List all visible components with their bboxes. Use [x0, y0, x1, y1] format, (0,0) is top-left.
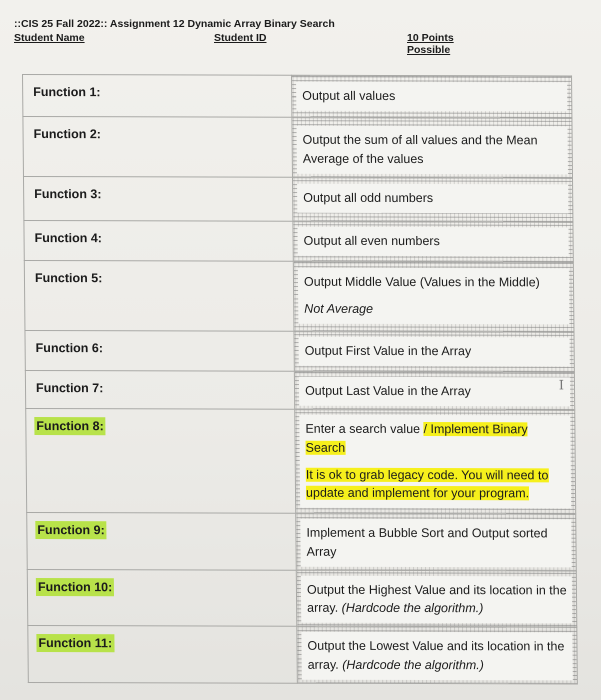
function-label-cell: [24, 261, 294, 332]
table-row: [27, 512, 577, 570]
function-label: Function 10:: [36, 578, 114, 596]
function-label: Function 6:: [35, 341, 104, 356]
function-desc: Output all odd numbers: [303, 190, 434, 206]
table-row: [24, 261, 574, 332]
function-label: Function 11:: [36, 634, 114, 652]
function-note: Not Average: [304, 301, 374, 316]
student-id-label: Student ID: [214, 32, 267, 44]
function-desc-part: Output the Lowest Value and its location in the array.: [307, 638, 565, 672]
function-desc: Output First Value in the Array: [304, 343, 472, 359]
function-desc: Output Middle Value (Values in the Middle): [303, 274, 540, 290]
function-desc: Output Last Value in the Array: [304, 383, 471, 399]
student-name-label: Student Name: [14, 32, 85, 44]
function-desc-cell: [297, 626, 578, 683]
function-note-highlight: It is ok to grab legacy code. You will need to update and implement for your program.: [305, 467, 549, 501]
function-desc: [307, 580, 567, 618]
function-label-cell: [23, 75, 292, 118]
function-desc: [307, 637, 567, 675]
function-label: Function 5:: [34, 271, 103, 286]
function-label-cell: [24, 221, 293, 262]
table-row: [25, 371, 574, 410]
function-desc: Implement a Bubble Sort and Output sorted Array: [306, 525, 548, 559]
function-label: Function 8:: [34, 417, 106, 435]
function-desc-cell: [296, 570, 577, 627]
function-desc-cell: [295, 409, 576, 514]
table-row: [23, 75, 572, 118]
function-desc-cell: [294, 371, 574, 410]
table-row: [23, 177, 572, 222]
function-label-cell: [28, 625, 298, 682]
function-desc-cell: [296, 513, 577, 570]
function-note: [306, 465, 566, 503]
function-desc-italic: (Hardcode the algorithm.): [342, 657, 484, 672]
function-desc-highlight: / Implement Binary Search: [305, 422, 528, 455]
function-label-cell: [23, 177, 292, 222]
table-row: [28, 625, 578, 683]
function-label-cell: [26, 409, 296, 514]
function-desc: [305, 420, 565, 458]
text-cursor-icon: I: [558, 378, 565, 394]
function-desc-cell: [292, 117, 573, 178]
table-row: [26, 409, 576, 514]
function-label: Function 4:: [34, 231, 103, 246]
function-label-cell: [25, 331, 294, 372]
function-desc-cell: [292, 75, 572, 118]
function-label-cell: [23, 117, 293, 178]
function-desc-part: Enter a search value: [305, 421, 424, 437]
function-label-cell: [27, 569, 297, 626]
function-desc-part: Output the Highest Value and its location in the array.: [306, 582, 567, 616]
function-table: [22, 74, 578, 684]
function-label: Function 1:: [33, 85, 101, 100]
table-row: [27, 569, 577, 627]
function-desc-cell: [292, 177, 572, 222]
function-desc-cell: [293, 221, 573, 262]
function-label: Function 7:: [35, 381, 104, 396]
function-desc: Output the sum of all values and the Mean Average of the values: [302, 132, 538, 166]
function-desc-italic: (Hardcode the algorithm.): [341, 601, 484, 616]
assignment-title: ::CIS 25 Fall 2022:: Assignment 12 Dynamic Array Binary Search: [14, 18, 335, 30]
function-desc: Output all even numbers: [303, 233, 440, 249]
table-row: [25, 331, 574, 372]
function-desc-cell: [294, 331, 574, 372]
function-label-cell: [27, 512, 297, 569]
function-label: Function 3:: [34, 187, 102, 202]
function-desc-cell: [293, 261, 574, 332]
table-row: [24, 221, 573, 262]
function-label-cell: [25, 371, 294, 410]
points-label: 10 Points Possible: [407, 32, 454, 56]
function-label: Function 2:: [33, 127, 102, 142]
function-label: Function 9:: [35, 521, 107, 539]
function-desc: Output all values: [302, 88, 396, 103]
table-row: [23, 117, 573, 178]
